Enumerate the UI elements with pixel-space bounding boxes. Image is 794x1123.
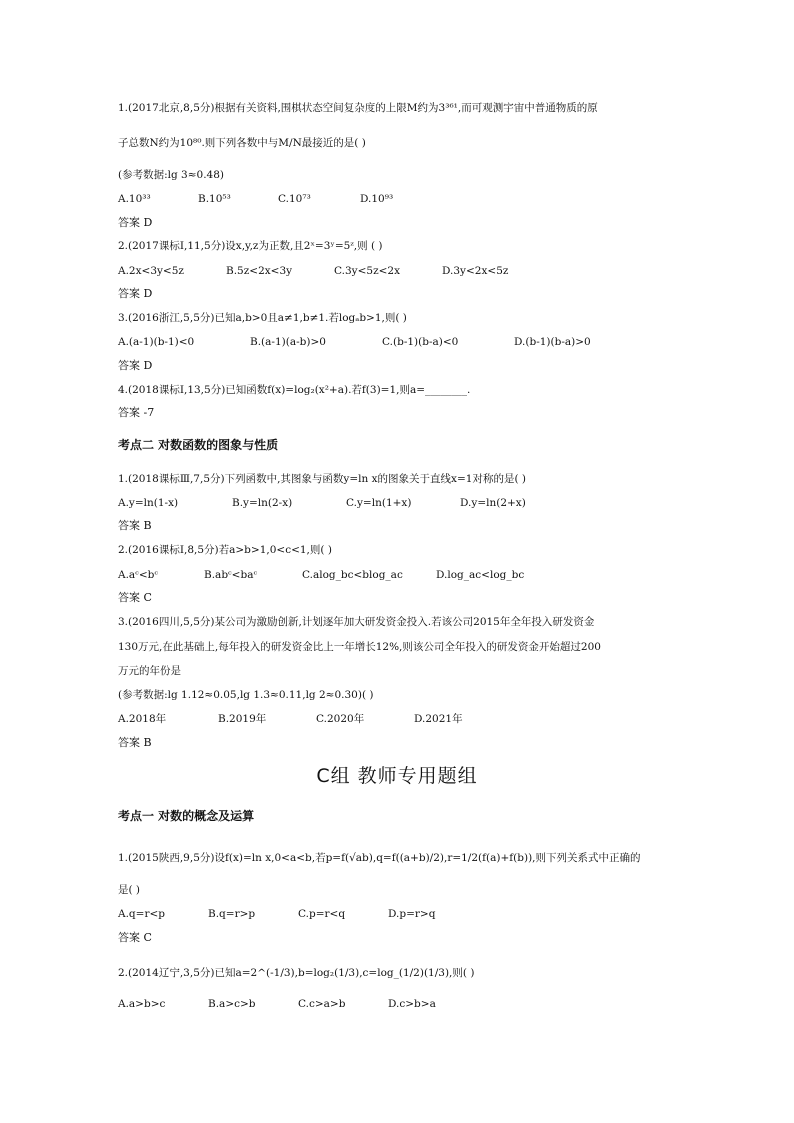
question-1-line-2: 子总数N约为10⁸⁰.则下列各数中与M/N最接近的是( )	[118, 137, 366, 149]
option-a: A.a>b>c	[118, 998, 166, 1010]
option-d: D.log_ac<log_bc	[436, 569, 525, 581]
option-c: C.y=ln(1+x)	[346, 497, 412, 509]
question-2: 2.(2017课标Ⅰ,11,5分)设x,y,z为正数,且2ˣ=3ʸ=5ᶻ,则 ( )	[118, 240, 383, 252]
option-b: B.2019年	[218, 713, 267, 725]
gc-question-1-line-2: 是( )	[118, 884, 141, 896]
option-c: C.c>a>b	[298, 998, 346, 1010]
gc-question-1-answer: 答案 C	[118, 931, 152, 944]
option-c: C.alog_bc<blog_ac	[302, 569, 403, 581]
option-c: C.(b-1)(b-a)<0	[382, 336, 459, 348]
option-c: C.10⁷³	[278, 193, 311, 205]
question-1-answer: 答案 D	[118, 216, 153, 229]
option-d: D.3y<2x<5z	[442, 265, 509, 277]
option-a: A.2x<3y<5z	[118, 265, 184, 277]
option-c: C.3y<5z<2x	[334, 265, 401, 277]
kd2-question-3-line-2: 130万元,在此基础上,每年投入的研发资金比上一年增长12%,则该公司全年投入的研发资金开始超过200	[118, 641, 601, 653]
kd2-question-1-answer: 答案 B	[118, 519, 152, 532]
kd2-question-2: 2.(2016课标Ⅰ,8,5分)若a>b>1,0<c<1,则( )	[118, 544, 332, 556]
option-a: A.10³³	[118, 193, 151, 205]
question-3-answer: 答案 D	[118, 359, 153, 372]
kd2-question-1: 1.(2018课标Ⅲ,7,5分)下列函数中,其图象与函数y=ln x的图象关于直线x=1对称的是( )	[118, 473, 526, 485]
option-c: C.2020年	[316, 713, 365, 725]
option-b: B.a>c>b	[208, 998, 256, 1010]
kd2-question-3-line-1: 3.(2016四川,5,5分)某公司为激励创新,计划逐年加大研发资金投入.若该公司2015年全年投入研发资金	[118, 616, 595, 628]
kd2-question-3-line-3: 万元的年份是	[118, 665, 181, 677]
question-1-line-1: 1.(2017北京,8,5分)根据有关资料,围棋状态空间复杂度的上限M约为3³⁶¹,而可观测宇宙中普通物质的原	[118, 102, 598, 114]
option-a: A.(a-1)(b-1)<0	[118, 336, 195, 348]
question-1-reference: (参考数据:lg 3≈0.48)	[118, 169, 225, 181]
option-d: D.p=r>q	[388, 908, 436, 920]
kd2-question-3-answer: 答案 B	[118, 736, 152, 749]
option-d: D.c>b>a	[388, 998, 436, 1010]
option-a: A.aᶜ<bᶜ	[118, 569, 158, 581]
option-d: D.10⁹³	[360, 193, 394, 205]
gc-question-1-line-1: 1.(2015陕西,9,5分)设f(x)=ln x,0<a<b,若p=f(√ab),q=f((a+b)/2),r=1/2(f(a)+f(b)),则下列关系式中正确的	[118, 852, 641, 864]
question-4: 4.(2018课标Ⅰ,13,5分)已知函数f(x)=log₂(x²+a).若f(3)=1,则a=________.	[118, 384, 471, 396]
kd2-question-2-answer: 答案 C	[118, 591, 152, 604]
option-c: C.p=r<q	[298, 908, 346, 920]
option-d: D.2021年	[414, 713, 463, 725]
question-3: 3.(2016浙江,5,5分)已知a,b>0且a≠1,b≠1.若logₐb>1,则( )	[118, 312, 407, 324]
option-a: A.q=r<p	[118, 908, 165, 920]
option-d: D.(b-1)(b-a)>0	[514, 336, 591, 348]
section-heading-kaodian-1: 考点一 对数的概念及运算	[118, 809, 255, 823]
kd2-question-3-reference: (参考数据:lg 1.12≈0.05,lg 1.3≈0.11,lg 2≈0.30)( )	[118, 689, 374, 701]
option-a: A.y=ln(1-x)	[118, 497, 179, 509]
section-heading-kaodian-2: 考点二 对数函数的图象与性质	[118, 438, 279, 452]
option-b: B.(a-1)(a-b)>0	[250, 336, 326, 348]
option-b: B.y=ln(2-x)	[232, 497, 293, 509]
option-d: D.y=ln(2+x)	[460, 497, 526, 509]
question-2-answer: 答案 D	[118, 287, 153, 300]
question-4-answer: 答案 -7	[118, 406, 155, 419]
option-b: B.abᶜ<baᶜ	[204, 569, 258, 581]
option-b: B.10⁵³	[198, 193, 231, 205]
gc-question-2: 2.(2014辽宁,3,5分)已知a=2^(-1/3),b=log₂(1/3),c=log_(1/2)(1/3),则( )	[118, 967, 475, 979]
option-a: A.2018年	[118, 713, 167, 725]
option-b: B.q=r>p	[208, 908, 256, 920]
group-c-title: C组 教师专用题组	[316, 765, 478, 787]
option-b: B.5z<2x<3y	[226, 265, 293, 277]
